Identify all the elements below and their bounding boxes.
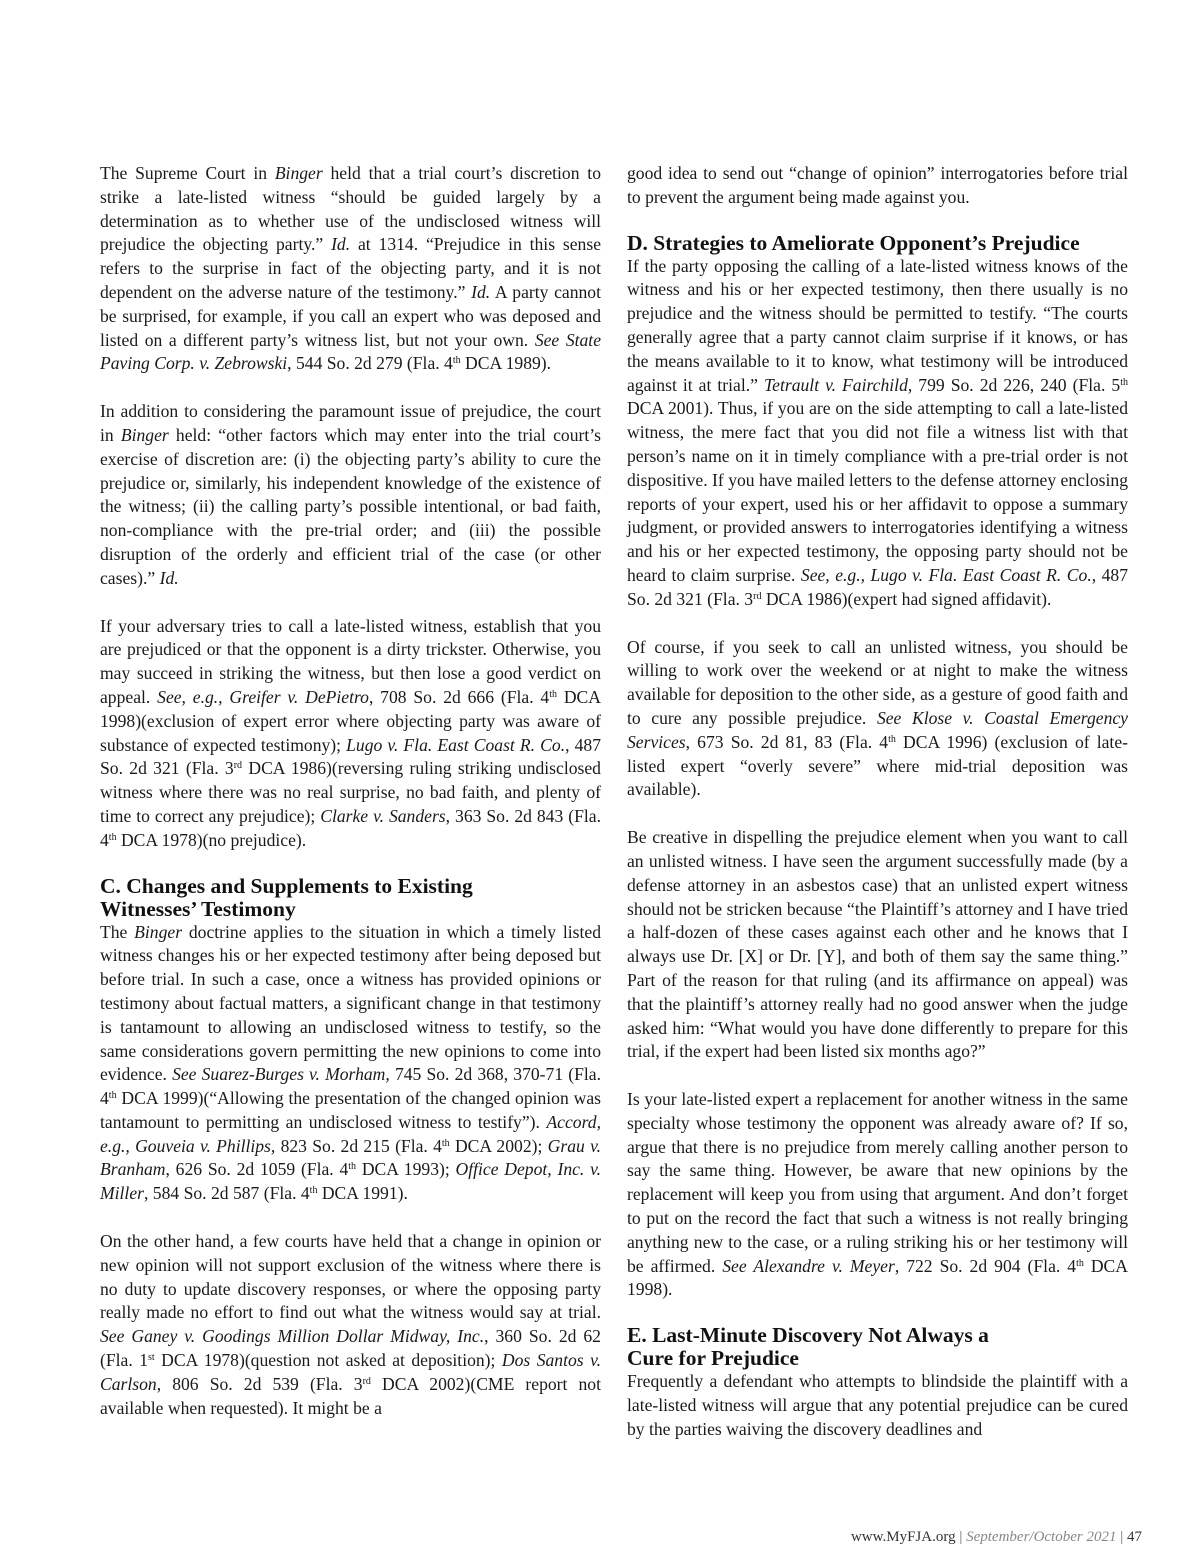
heading-line: Witnesses’ Testimony	[100, 896, 296, 921]
left-column	[100, 162, 601, 1444]
paragraph: Be creative in dispelling the prejudice element when you want to call an unlisted witness. I have seen the argument successfully made (by a defense attorney in an asbestos case) that an unlisted expert witness should not be stricken because “the Plaintiff’s attorney and I have tried a half-dozen of these cases against each other and he knows that I always use Dr. [X] or Dr. [Y], and both of them say the same thing.” Part of the reason for that ruling (and its affirmance on appeal) was that the plaintiff’s attorney really had no good answer when the judge asked him: “What would you have done differently to prepare for this trial, if the expert had been listed six months ago?”	[627, 827, 1128, 1062]
section-heading-d: D. Strategies to Ameliorate Opponent’s Prejudice	[627, 230, 1080, 255]
right-column	[627, 162, 1128, 1466]
ordinal-suffix: th	[888, 733, 896, 745]
citation-text: Dos Santos v. Carlson	[100, 1350, 601, 1394]
paragraph: Is your late-listed expert a replacement for another witness in the same specialty whose testimony the opponent was already aware of? If so, argue that there is no prejudice from merely calling another person to say the same thing. However, be aware that new opinions by the replacement will keep you from using that argument. And don’t forget to put on the record the fact that such a witness is not really bringing anything new to the case, or a ruling striking his or her testimony will be affirmed. See Alexandre v. Meyer, 722 So. 2d 904 (Fla. 4th DCA 1998).	[627, 1089, 1128, 1300]
heading-line: C. Changes and Supplements to Existing	[100, 873, 473, 898]
citation-text: Id.	[471, 281, 491, 302]
paragraph: If the party opposing the calling of a late-listed witness knows of the witness and his or her expected testimony, then there usually is no prejudice and the witness should be permitted to testify. “The courts generally agree that a party cannot claim surprise if it knows, or has the means available to it to know, what testimony will be introduced against it at trial.” Tetrault v. Fairchild, 799 So. 2d 226, 240 (Fla. 5th DCA 2001). Thus, if you are on the side attempting to call a late-listed witness, the mere fact that you did not file a witness list with that person’s name on it in timely compliance with a pre-trial order is not dispositive. If you have mailed letters to the defense attorney enclosing reports of your expert, used his or her affidavit to oppose a summary judgment, or provided answers to interrogatories identifying a witness and his or her expected testimony, the opposing party should not be heard to claim surprise. See, e.g., Lugo v. Fla. East Coast R. Co., 487 So. 2d 321 (Fla. 3rd DCA 1986)(expert had signed affidavit).	[627, 255, 1129, 609]
section-heading-e	[627, 1324, 1128, 1370]
citation-text: Id.	[159, 567, 179, 588]
footer-issue-date: September/October 2021	[966, 1529, 1117, 1545]
paragraph: The Binger doctrine applies to the situation in which a timely listed witness changes his or her expected testimony after being deposed but before trial. In such a case, once a witness has provided opinions or testimony about factual matters, a significant change in that testimony is tantamount to allowing an undisclosed witness to testify, so the same considerations govern permitting the new opinions to come into evidence. See Suarez-Burges v. Morham, 745 So. 2d 368, 370-71 (Fla. 4th DCA 1999)(“Allowing the presentation of the changed opinion was tantamount to permitting an undisclosed witness to testify”). Accord, e.g., Gouveia v. Phillips, 823 So. 2d 215 (Fla. 4th DCA 2002); Grau v. Branham, 626 So. 2d 1059 (Fla. 4th DCA 1993); Office Depot, Inc. v. Miller, 584 So. 2d 587 (Fla. 4th DCA 1991).	[100, 921, 602, 1204]
citation-text: See Klose v. Coastal Emergency Services	[627, 707, 1128, 752]
citation-text: Binger	[134, 921, 183, 942]
ordinal-suffix: th	[549, 688, 558, 700]
citation-text: See, e.g., Greifer v. DePietro	[157, 686, 369, 707]
ordinal-suffix: rd	[753, 590, 762, 602]
ordinal-suffix: th	[108, 1090, 117, 1102]
citation-text: Accord, e.g., Gouveia v. Phillips,	[100, 1111, 601, 1156]
citation-text: Clarke v. Sanders	[320, 805, 446, 826]
page-number: 47	[1127, 1529, 1142, 1545]
ordinal-suffix: th	[348, 1161, 357, 1173]
paragraph: In addition to considering the paramount issue of prejudice, the court in Binger held: “other factors which may enter into the trial court’s exercise of discretion are: (i) the objecting party’s ability to cure the prejudice or, similarly, his independent knowledge of the existence of the witness; (ii) the calling party’s possible intentional, or bad faith, non-compliance with the pre-trial order; and (iii) the possible disruption of the orderly and efficient trial of the case (or other cases).” Id.	[100, 401, 601, 588]
ordinal-suffix: th	[309, 1185, 318, 1197]
footer-separator: |	[959, 1529, 963, 1545]
ordinal-suffix: st	[148, 1352, 155, 1364]
ordinal-suffix: rd	[362, 1375, 371, 1387]
heading-line: Cure for Prejudice	[627, 1346, 799, 1371]
ordinal-suffix: rd	[233, 760, 243, 772]
ordinal-suffix: th	[1120, 376, 1128, 388]
footer-separator: |	[1120, 1529, 1124, 1545]
section-heading-c	[100, 875, 601, 921]
paragraph: If your adversary tries to call a late-listed witness, establish that you are prejudiced or that the opponent is a dirty trickster. Otherwise, you may succeed in striking the witness, but then lose a good verdict on appeal. See, e.g., Greifer v. DePietro, 708 So. 2d 666 (Fla. 4th DCA 1998)(exclusion of expert error where objecting party was aware of substance of expected testimony); Lugo v. Fla. East Coast R. Co., 487 So. 2d 321 (Fla. 3rd DCA 1986)(reversing ruling striking undisclosed witness where there was no real surprise, no bad faith, and plenty of time to correct any prejudice); Clarke v. Sanders, 363 So. 2d 843 (Fla. 4th DCA 1978)(no prejudice).	[100, 615, 602, 850]
citation-text: See Suarez-Burges v. Morham,	[172, 1064, 390, 1085]
footer-site-link[interactable]: www.MyFJA.org	[850, 1529, 956, 1545]
citation-text: See, e.g., Lugo v. Fla. East Coast R. Co.	[800, 564, 1092, 585]
citation-text: See State Paving Corp. v. Zebrowski	[100, 329, 602, 374]
citation-text: Lugo v. Fla. East Coast R. Co.	[346, 734, 566, 755]
citation-text: Binger	[120, 424, 169, 445]
page-footer	[851, 1528, 1142, 1546]
heading-line: E. Last-Minute Discovery Not Always a	[627, 1323, 989, 1348]
paragraph: The Supreme Court in Binger held that a trial court’s discretion to strike a late-listed witness “should be guided largely by a determination as to whether use of the undisclosed witness will prejudice the objecting party.” Id. at 1314. “Prejudice in this sense refers to the surprise in fact of the objecting party, and it is not dependent on the adverse nature of the testimony.” Id. A party cannot be surprised, for example, if you call an expert who was deposed and listed on a different party’s witness list, but not your own. See State Paving Corp. v. Zebrowski, 544 So. 2d 279 (Fla. 4th DCA 1989).	[100, 163, 602, 374]
ordinal-suffix: th	[108, 831, 117, 843]
ordinal-suffix: th	[441, 1137, 450, 1149]
citation-text: See Ganey v. Goodings Million Dollar Midway, Inc.	[100, 1326, 485, 1347]
citation-text: Id.	[331, 234, 351, 255]
paragraph: good idea to send out “change of opinion” interrogatories before trial to prevent the argument being made against you.	[627, 163, 1128, 207]
citation-text: Grau v. Branham	[100, 1135, 601, 1180]
ordinal-suffix: th	[1076, 1257, 1084, 1269]
paragraph: Of course, if you seek to call an unlisted witness, you should be willing to work over the weekend or at night to make the witness available for deposition to the other side, as a gesture of good faith and to cure any possible prejudice. See Klose v. Coastal Emergency Services, 673 So. 2d 81, 83 (Fla. 4th DCA 1996) (exclusion of late-listed expert “overly severe” where mid-trial deposition was available).	[627, 636, 1128, 800]
citation-text: Office Depot, Inc. v. Miller	[100, 1159, 602, 1204]
paragraph: Frequently a defendant who attempts to blindside the plaintiff with a late-listed witness will argue that any potential prejudice can be cured by the parties waiving the discovery deadlines and	[627, 1371, 1128, 1439]
citation-text: Tetrault v. Fairchild,	[764, 374, 913, 395]
ordinal-suffix: th	[452, 355, 461, 367]
citation-text: See Alexandre v. Meyer	[722, 1255, 895, 1276]
citation-text: Binger	[274, 163, 323, 183]
paragraph: On the other hand, a few courts have held that a change in opinion or new opinion will not support exclusion of the witness where there is no duty to update discovery responses, or where the opposing party really made no effort to find out what the witness would say at trial. See Ganey v. Goodings Million Dollar Midway, Inc., 360 So. 2d 62 (Fla. 1st DCA 1978)(question not asked at deposition); Dos Santos v. Carlson, 806 So. 2d 539 (Fla. 3rd DCA 2002)(CME report not available when requested). It might be a	[100, 1231, 601, 1418]
